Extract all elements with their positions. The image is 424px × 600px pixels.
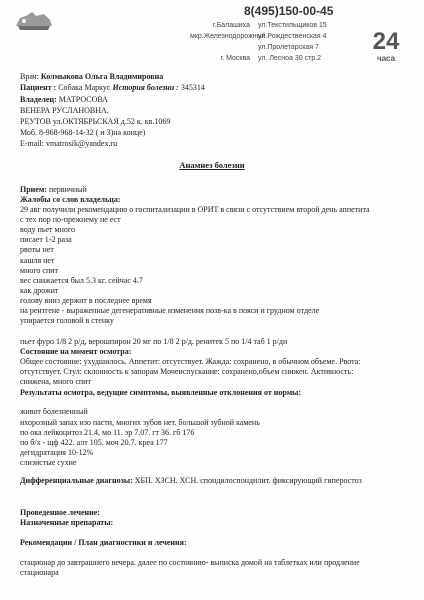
owner-line [20,95,108,105]
owner-name-2: ВЕНЕРА РУСЛАНОВНА. [20,106,109,115]
diagnosis-value: ХБП. ХЗСН. ХСН. спондилоспондилит. фиксирующий гиперостоз [134,476,362,485]
complaint-line: на рентгене - выраженные дегенеративные изменения позв-ка в пояси и грудном отделе [20,306,320,315]
city-line [190,42,250,53]
owner-label: Владелец: [20,95,57,104]
address-line: ул.Рождественская 4 [258,33,327,40]
results-line: ихорозный запах изо пасти, многих зубов нет. большой зубной камень [20,418,260,427]
status-line: снижена, много спит [20,377,91,386]
reception-label: Прием: [20,185,47,194]
complaint-line: писает 1-2 раза [20,235,72,244]
address-line: ул.Текстильщиков 15 [258,22,327,29]
doctor-label: Врач: [20,72,39,81]
plan-line: стационар до завтрашнего вечера. далее по состоянию- выписка домой на таблетках или продление [20,558,360,567]
prescribed-label: Назначенные препараты: [20,518,114,527]
owner-phone: Моб. 8-968-968-14-32 ( и 3)на конце) [20,128,146,137]
doctor-line [20,72,163,82]
doctor-name: Колмыкова Ольга Владимировна [40,72,164,81]
owner-address: РЕУТОВ ул.ОКТЯБРЬСКАЯ д.52 к. кв.1069 [20,117,171,126]
results-label: Результаты осмотра, ведущие симптомы, выявленные отклонения от нормы: [20,388,302,397]
patient-label: Пациент : [20,83,57,92]
clinic-cities [190,20,266,64]
clinic-addresses [258,20,358,64]
patient-name: Собака Маркус [58,83,111,92]
complaint-line: воду пьет много [20,225,75,234]
clinic-logo-icon [14,8,54,34]
owner-name-1: МАТРОСОВА [58,95,108,104]
hours-number: 24 [372,28,400,55]
current-treatment: пьет фуро 1/8 2 р/д, верошпирон 20 мг по 1/8 2 р/д. ренитек 5 по 1/4 таб 1 р/ди [20,337,288,346]
results-line: по б/х - щф 422. алт 105. моч 20.7. креа 177 [20,438,168,447]
status-label: Состояние на момент осмотра: [20,347,132,356]
hours-badge [360,30,412,64]
results-line: по ока лейкоцитоз 21.4, мо 11. эр 7.07. гт 36. гб 176 [20,428,195,437]
history-label: История болезни : [112,83,179,92]
diagnosis-label: Дифференциальные диагнозы: [20,476,133,485]
complaint-line: упирается головой в стенку [20,316,114,325]
complaint-line: 29 авг получили рекомендацию о госпитализации в ОРИТ в связи с отсутствием второй день аппетита [20,205,370,214]
done-treatment-label: Проведенное лечение: [20,508,100,517]
plan-line: стационара [20,568,59,577]
status-line: Общее состояние: ухудшилось. Аппетит: отсутствует. Жажда: сохранено, в обычном объеме. Рвота: [20,357,361,366]
results-line: живот болезненный [20,407,88,416]
complaint-line: вес снижается был 5.3 кг. сейчас 4.7 [20,276,143,285]
diagnosis-line [20,476,362,486]
complaint-line: кашля нет [20,256,55,265]
owner-email: E-mail: vmatrosik@yandex.ru [20,139,118,148]
plan-label: Рекомендации / План диагностики и лечения: [20,538,187,547]
reception-value: первичный [48,185,87,194]
reception-line [20,185,87,195]
clinic-phone: 8(495)150-00-45 [244,4,334,18]
address-line: ул. Лесноа 30 стр.2 [258,55,322,62]
results-line: дегидратация 10-12% [20,448,94,457]
city-line: мкр.Железнодорожный [190,33,266,40]
city-line: г. Москва [220,55,250,62]
address-line: ул.Пролетарская 7 [258,44,319,51]
history-number: 345314 [180,83,205,92]
complaints-label: Жалобы со слов владельца: [20,195,121,204]
results-line: слизистые сухие [20,458,77,467]
complaint-line: рвоты нет [20,245,54,254]
city-line: г.Балашиха [213,22,250,29]
complaint-line: голову вниз держит в последнее время [20,296,152,305]
section-title: Анамнез болезни [179,160,245,170]
hours-word: часа [376,54,396,63]
complaint-line: много спит [20,266,59,275]
patient-line [20,83,205,93]
complaint-line: как дрожит [20,286,59,295]
status-line: отсутствует. Стул: склонность к запорам Мочеиспускание: сохранено,объем снижен. Активность: [20,367,354,376]
complaint-line: с тех пор по-прежнему не ест [20,215,121,224]
